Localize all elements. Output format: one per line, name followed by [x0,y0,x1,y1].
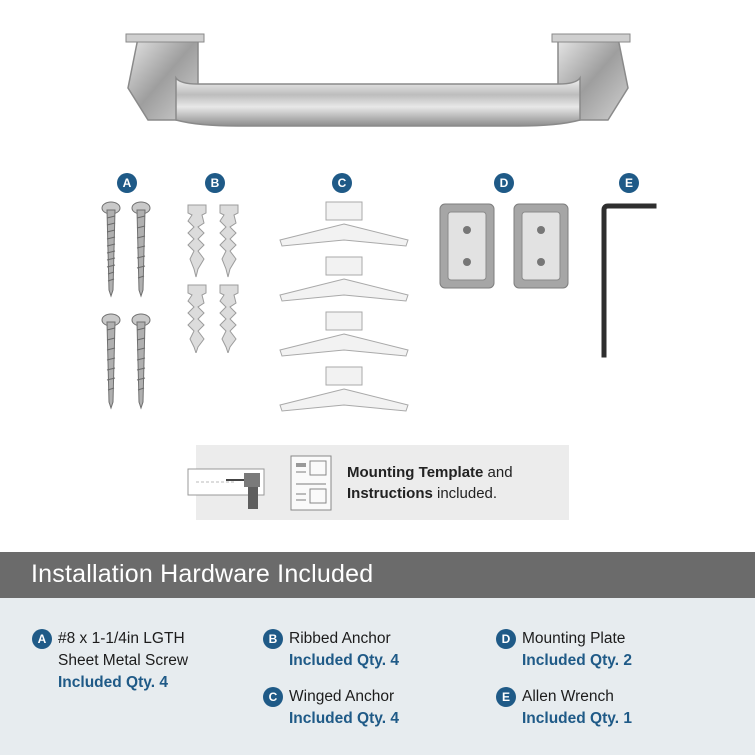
winged-anchors-image [278,200,410,412]
badge-b: B [205,173,225,193]
ribbed-anchors-image [184,203,246,353]
section-banner [0,552,755,598]
item-badge-c: C [263,687,283,707]
item-badge-a: A [32,629,52,649]
item-a-qty: Included Qty. 4 [58,674,168,691]
drill-template-icon [186,463,266,513]
template-bold-2: Instructions [347,485,433,502]
template-instructions-panel [196,445,569,520]
template-text-2: included. [432,485,498,502]
item-c-qty: Included Qty. 4 [289,710,399,727]
item-d-line1: Mounting Plate [522,630,626,647]
badge-c: C [332,173,352,193]
hardware-list [0,598,755,755]
item-b-line1: Ribbed Anchor [289,630,391,647]
screws-image [96,198,156,413]
item-e-line1: Allen Wrench [522,688,614,705]
item-badge-d: D [496,629,516,649]
template-text-1: and [483,464,513,481]
item-badge-e: E [496,687,516,707]
template-instructions-text [347,462,513,504]
template-bold-1: Mounting Template [347,464,484,481]
allen-wrench-image [596,200,660,360]
item-badge-b: B [263,629,283,649]
instructions-sheet-icon [290,455,332,511]
mounting-plates-image [438,202,570,292]
item-c-line1: Winged Anchor [289,688,395,705]
item-b-qty: Included Qty. 4 [289,652,399,669]
banner-title: Installation Hardware Included [31,560,374,588]
item-e-qty: Included Qty. 1 [522,710,632,727]
badge-e: E [619,173,639,193]
item-a-line2: Sheet Metal Screw [58,652,189,669]
badge-a: A [117,173,137,193]
badge-d: D [494,173,514,193]
towel-bar-image [118,28,638,133]
item-d-qty: Included Qty. 2 [522,652,632,669]
item-a-line1: #8 x 1-1/4in LGTH [58,630,185,647]
